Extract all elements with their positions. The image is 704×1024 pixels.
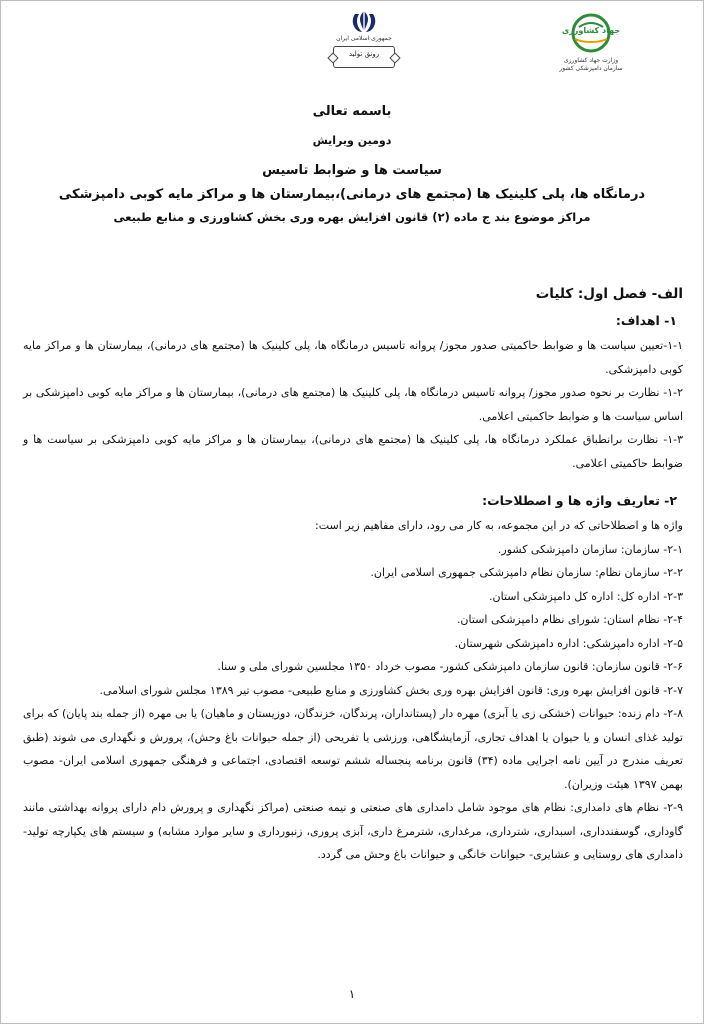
page-number: ۱ <box>348 987 356 1001</box>
government-caption: جمهوری اسلامی ایران <box>336 35 392 42</box>
definition-item: ۲-۵- اداره دامپزشکی: اداره دامپزشکی شهرستان. <box>454 636 683 650</box>
definition-item: ۲-۳- اداره کل: اداره کل دامپزشکی استان. <box>489 589 683 603</box>
goal-item: ۱-۳- نظارت برانطباق عملکرد درمانگاه ها، پلی کلینیک ها (مجتمع های درمانی)، بیمارستان ها و مراکز مایه کوبی دامپزشکی بر سیاست ها و ضوابط حاکمیتی اعلامی. <box>23 433 683 470</box>
edition-heading: دومین ویرایش <box>312 134 392 147</box>
document-titles <box>1 103 703 225</box>
goal-item: ۱-۱-تعیین سیاست ها و ضوابط حاکمیتی صدور مجوز/ پروانه تاسیس درمانگاه ها، پلی کلینیک ها (مجتمع های درمانی)، بیمارستان ها و مراکز مایه کوبی دامپزشکی. <box>23 339 683 376</box>
government-logo <box>319 9 409 85</box>
header-logos <box>1 7 703 87</box>
legal-basis-heading: مراکز موضوع بند ج ماده (۲) قانون افزایش بهره وری بخش کشاورزی و منابع طبیعی <box>113 210 591 224</box>
definition-item: ۲-۹- نظام های دامداری: نظام های موجود شامل دامداری های صنعتی و نیمه صنعتی (مراکز نگهداری و پرورش دام دارای پروانه بهداشتی مانند گاوداری، گوسفندداری، اسبداری، شترداری، مرغداری، شترمرغ داری، آبزی پروری، زنبورداری و سایر موارد مشابه) و سیستم های یکپارچه تولید- دامداری های روستایی و عشایری- حیوانات خانگی و حیوانات باغ وحش می گردد. <box>23 801 683 861</box>
policies-heading: سیاست ها و ضوابط تاسیس <box>262 163 442 178</box>
definition-item: ۲-۶- قانون سازمان: قانون سازمان دامپزشکی کشور- مصوب خرداد ۱۳۵۰ مجلسین شورای ملی و سنا. <box>217 660 683 673</box>
subject-heading: درمانگاه ها، پلی کلینیک ها (مجتمع های درمانی)،بیمارستان ها و مراکز مایه کوبی دامپزشکی <box>58 187 646 202</box>
definition-item: ۲-۸- دام زنده: حیوانات (خشکی زی یا آبزی) مهره دار (پستانداران، پرندگان، خزندگان، دوزیستان و ماهیان) یا بی مهره (از جمله بند پایان) که برای تولید غذای انسان و یا حیوان یا اهداف تجاری، آزمایشگاهی، ورزشی یا تفریحی (از جمله حیوانات باغ وحش)، پرورش و نگهداری می شوند (طبق تعریف مندرج در آیین نامه اجرایی ماده (۳۴) قانون برنامه پنجساله ششم توسعه اقتصادی، اجتماعی و فرهنگی جمهوری اسلامی ایران- مصوب بهمن ۱۳۹۷ هیئت وزیران). <box>23 707 683 791</box>
document-body <box>23 284 683 867</box>
production-stamp: رونق تولید <box>333 46 395 68</box>
definition-item: ۲-۱- سازمان: سازمان دامپزشکی کشور. <box>497 542 683 556</box>
definition-item: ۲-۲- سازمان نظام: سازمان نظام دامپزشکی جمهوری اسلامی ایران. <box>370 566 683 579</box>
section-goals-title: ۱- اهداف: <box>615 313 677 328</box>
jahad-caption-organization: سازمان دامپزشکی کشور <box>559 65 623 72</box>
basmala-heading: باسمه تعالی <box>312 104 392 119</box>
definition-item: ۲-۷- قانون افزایش بهره وری: قانون افزایش بهره وری بخش کشاورزی و منابع طبیعی- مصوب تیر ۱۳۸۹ مجلس شورای اسلامی. <box>99 683 683 697</box>
section-definitions-title: ۲- تعاریف واژه ها و اصطلاحات: <box>482 493 677 508</box>
definitions-intro: واژه ها و اصطلاحاتی که در این مجموعه، به کار می رود، دارای مفاهیم زیر است: <box>314 519 683 532</box>
jahad-logo <box>541 13 641 87</box>
iran-emblem-icon <box>349 9 379 35</box>
definition-item: ۲-۴- نظام استان: شورای نظام دامپزشکی استان. <box>456 613 683 626</box>
jahad-name: جهاد کشاورزی <box>561 26 621 35</box>
goal-item: ۱-۲- نظارت بر نحوه صدور مجوز/ پروانه تاسیس درمانگاه ها، پلی کلینیک ها (مجتمع های درمانی)، بیمارستان ها و مراکز مایه کوبی دامپزشکی بر اساس سیاست ها و ضوابط حاکمیتی اعلامی. <box>23 386 683 423</box>
chapter-title: الف- فصل اول: کلیات <box>535 286 683 302</box>
jahad-caption-ministry: وزارت جهاد کشاورزی <box>563 57 619 64</box>
